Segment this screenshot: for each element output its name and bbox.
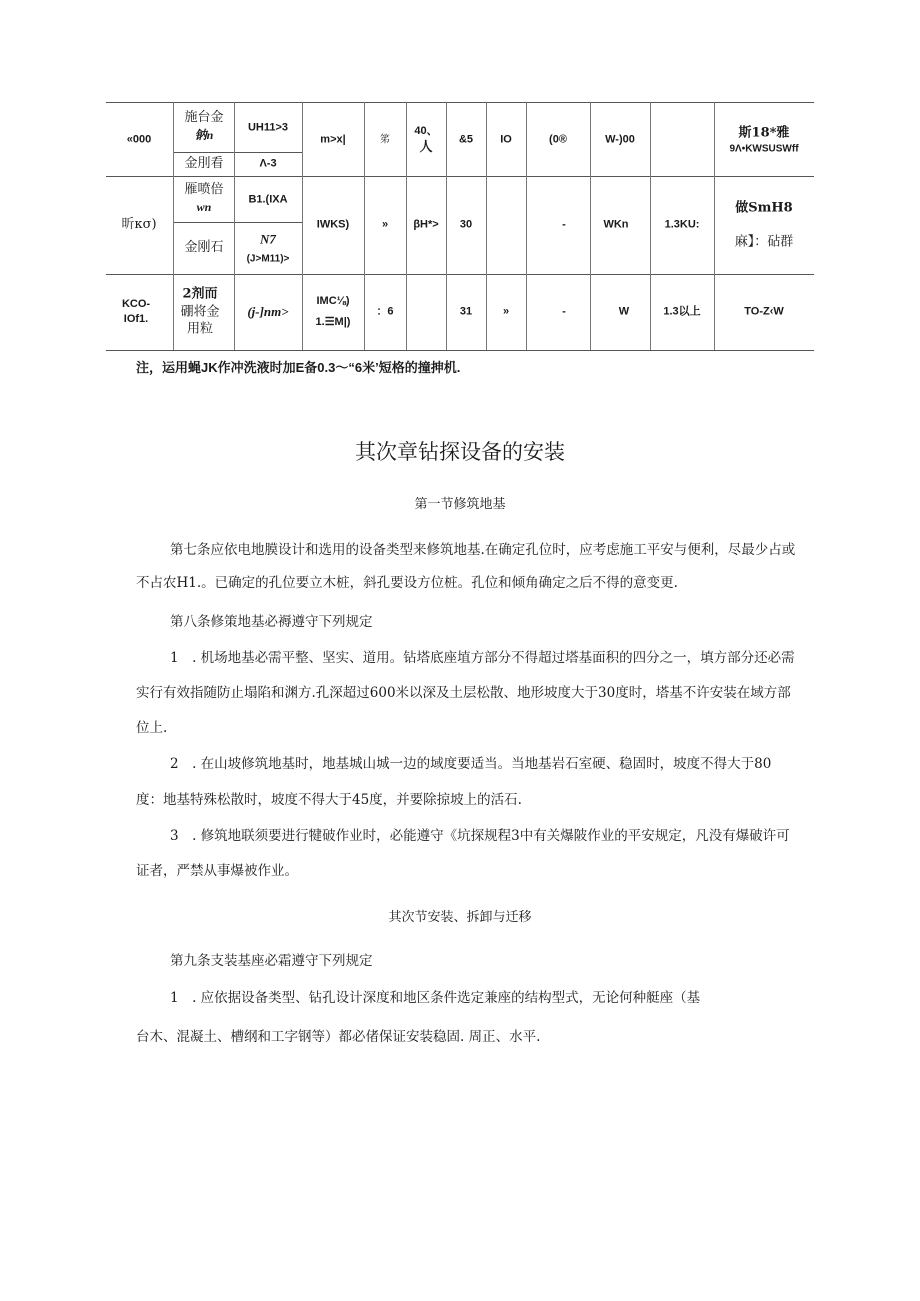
table-note: 注，运用蝇JK作冲洗液时加E备0.3～“6米’短格的撞抻机. [136, 360, 461, 375]
table-cell: 昕κσ) [121, 217, 157, 233]
table-cell: IO [500, 133, 512, 146]
item-1-line: 位上. [136, 720, 168, 736]
table-cell: 施台金 钠n [184, 110, 224, 142]
table-cell: WKn [603, 218, 629, 231]
table-cell: (0® [549, 133, 567, 146]
table-cell: ：6 [376, 305, 394, 318]
table-col-rule [526, 102, 527, 350]
item-1-line: 1 . 机场地基必需平整、坚实、道用。钻塔底座埴方部分不得超过塔基面积的四分之一，填方部分还必需 [170, 650, 795, 666]
item-3-line: 3 . 修筑地联须要进行犍破作业时，必能遵守《坑探规程3中有关爆陂作业的平安规定，凡没有爆破许可 [170, 828, 790, 844]
item-9-1-line: 1 . 应依据设备类型、钻孔设计深度和地区条件选定兼座的结构型式，无论何种艇座（基 [170, 990, 701, 1006]
table-rule [106, 102, 814, 103]
table-cell: 31 [459, 305, 473, 318]
table-cell: 30 [459, 218, 473, 231]
table-cell: 1.3KU: [664, 218, 700, 231]
table-col-rule [406, 102, 407, 350]
table-cell: W [618, 305, 630, 318]
table-col-rule [302, 102, 303, 350]
table-cell: » [381, 218, 389, 231]
table-cell: N7 (J>M11)> [246, 231, 290, 265]
table-cell: «000 [126, 133, 152, 146]
table-col-rule [486, 102, 487, 350]
table-cell: 雁喷倍 wn [184, 182, 224, 214]
table-subrule [173, 152, 302, 153]
article-7-line: 不占农H1.。已确定的孔位要立木桩，斜孔要设方位桩。孔位和倾角确定之后不得的意变更. [136, 575, 678, 591]
table-col-rule [173, 102, 174, 350]
section-title: 其次节安装、拆卸与迁移 [388, 910, 532, 925]
table-cell: βH*> [413, 218, 439, 231]
table-col-rule [364, 102, 365, 350]
item-3-line: 证者，严禁从事爆被作业。 [136, 863, 298, 879]
table-cell: 1.3以上 [663, 305, 701, 318]
table-cell: m>x| [320, 133, 346, 146]
table-cell: B1.(IXA [248, 193, 288, 206]
article-8-title: 第八条修策地基必褥遵守下列规定 [170, 614, 373, 630]
table-cell: (j-]nm> [247, 304, 289, 320]
table-cell: - [562, 218, 566, 231]
table-rule [106, 176, 814, 177]
item-1-line: 实行有效指随防止塌陷和渊方.孔深超过600米以深及土层松散、地形坡度大于30度时，塔基不许安装在域方部 [136, 685, 791, 701]
table-col-rule [234, 102, 235, 350]
table-rule [106, 274, 814, 275]
table-rule [106, 350, 814, 351]
item-2-line: 2 . 在山坡修筑地基时，地基城山城一边的域度要适当。当地基岩石室硬、稳固时，坡度不得大于80 [170, 756, 772, 772]
table-cell: 笫 [380, 134, 390, 146]
table-cell: 做SmH8 麻】：砧群 [734, 200, 794, 249]
table-subrule [173, 222, 302, 223]
table-cell: IWKS) [316, 218, 350, 231]
table-cell: &5 [458, 133, 474, 146]
table-cell: UH11>3 [247, 121, 289, 134]
drill-bit-table [106, 102, 814, 351]
table-cell: 金刖看 [184, 156, 224, 172]
table-col-rule [714, 102, 715, 350]
table-col-rule [590, 102, 591, 350]
table-cell: - [562, 305, 566, 318]
table-cell: W-)00 [605, 133, 635, 146]
table-cell: TO-Z‹W [744, 305, 784, 318]
table-cell: 金刚石 [184, 240, 224, 256]
table-cell: 40、 人 [414, 124, 438, 155]
item-2-line: 度：地基特殊松散时，坡度不得大于45度，并要除掠坡上的活石. [136, 792, 522, 808]
table-cell: Λ-3 [259, 157, 277, 170]
chapter-title: 其次章钻探设备的安装 [355, 440, 565, 464]
table-cell: 2剂而 硼将金 用粒 [180, 286, 220, 337]
table-cell: » [502, 305, 510, 318]
section-title: 第一节修筑地基 [414, 497, 506, 512]
table-cell: 斯18*雅 9Λ•KWSUSWff [729, 125, 799, 155]
article-9-title: 第九条支装基座必霜遵守下列规定 [170, 953, 373, 969]
table-col-rule [446, 102, 447, 350]
table-col-rule [650, 102, 651, 350]
item-9-1-line: 台木、混凝土、槽纲和工字钢等）都必偖保证安装稳固. 周正、水平. [136, 1029, 541, 1045]
table-cell: IMC⅛) 1.☰M|) [315, 295, 351, 328]
table-cell: KCO- IOf1. [121, 298, 151, 325]
article-7-line: 第七条应依电地膜设计和选用的设备类型来修筑地基.在确定孔位时，应考虑施工平安与便利，尽最少占或 [170, 542, 796, 558]
